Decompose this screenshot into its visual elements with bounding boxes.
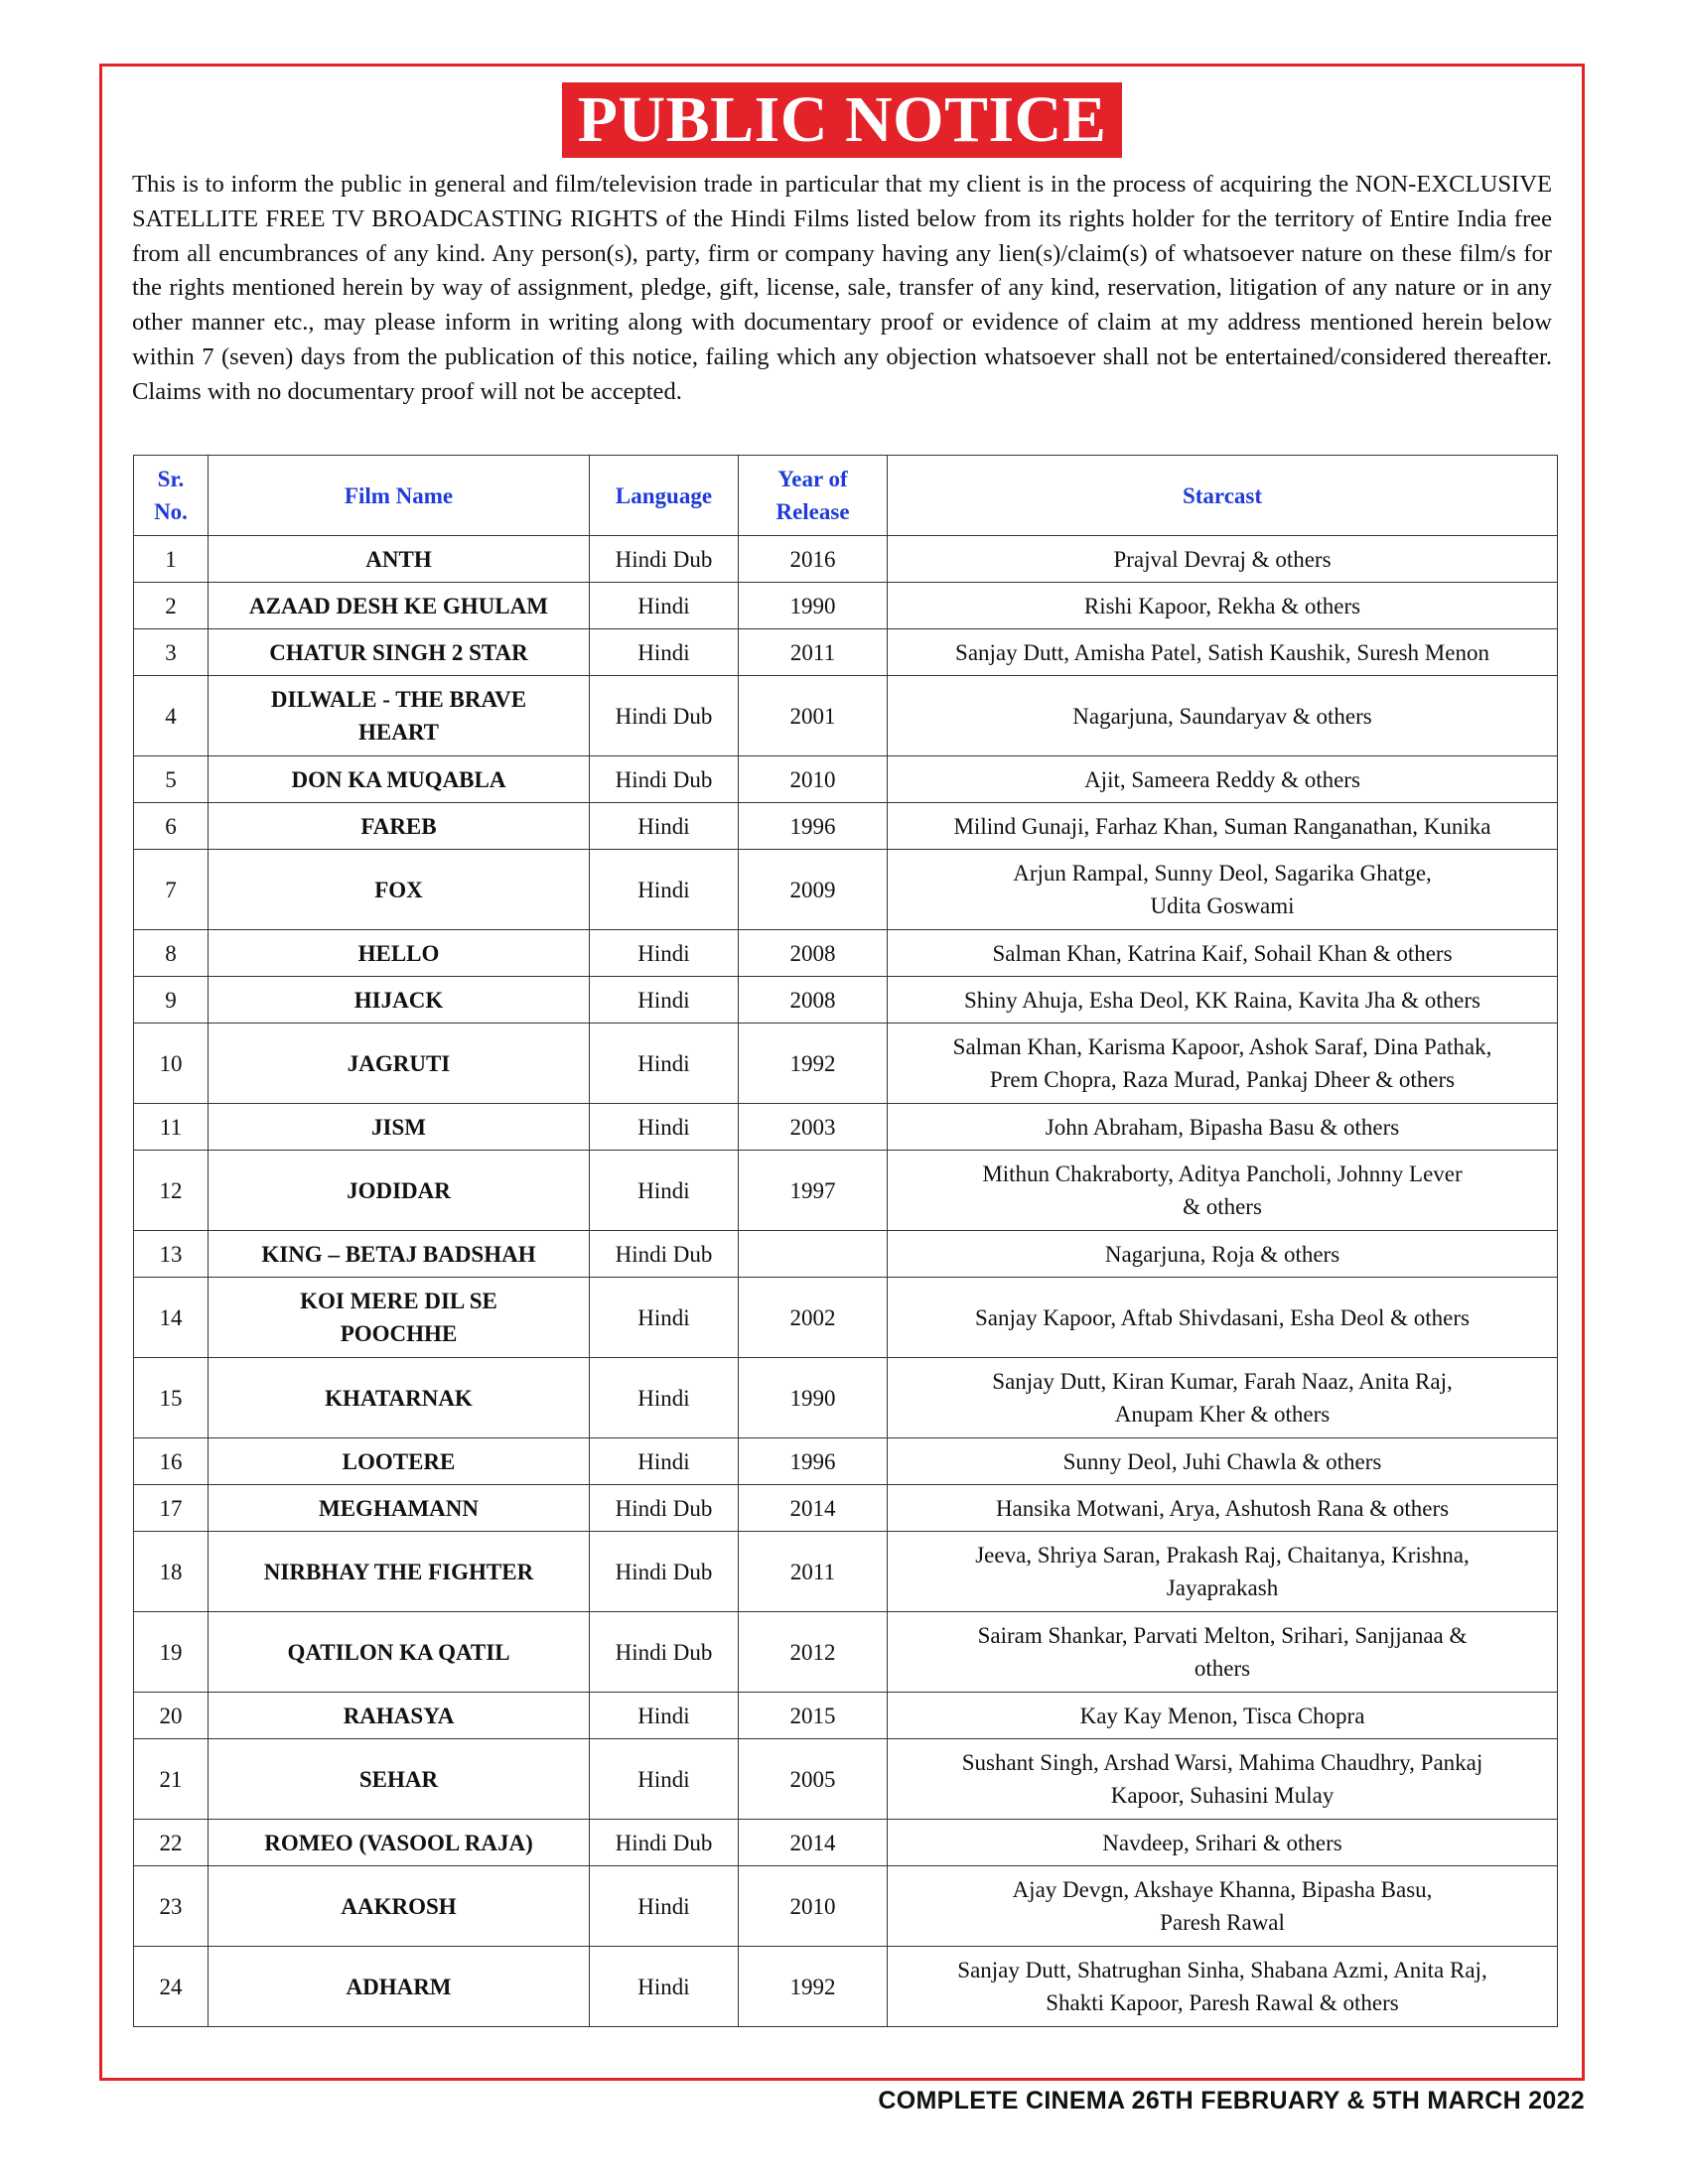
cell-language: Hindi — [590, 977, 739, 1024]
table-row — [134, 1866, 1558, 1947]
film-name-line: AZAAD DESH KE GHULAM — [249, 593, 548, 618]
cell-film-name — [209, 803, 590, 850]
table-row — [134, 583, 1558, 629]
starcast-line: Jayaprakash — [1166, 1575, 1279, 1600]
cell-year: 2016 — [739, 536, 888, 583]
cell-sr-no: 16 — [134, 1438, 209, 1485]
cell-year: 1990 — [739, 583, 888, 629]
cell-language: Hindi — [590, 850, 739, 930]
table-row — [134, 1151, 1558, 1231]
cell-starcast — [888, 1278, 1558, 1358]
films-table — [133, 455, 1558, 2027]
cell-year: 2014 — [739, 1820, 888, 1866]
starcast-line: John Abraham, Bipasha Basu & others — [1045, 1114, 1400, 1140]
starcast-line: Sanjay Dutt, Amisha Patel, Satish Kaushik, Suresh Menon — [955, 639, 1489, 665]
cell-language: Hindi Dub — [590, 676, 739, 756]
cell-year: 2005 — [739, 1739, 888, 1820]
starcast-line: Navdeep, Srihari & others — [1102, 1830, 1342, 1855]
film-name-line: CHATUR SINGH 2 STAR — [269, 639, 528, 665]
film-name-line: DILWALE - THE BRAVE — [270, 687, 527, 712]
film-name-line: ADHARM — [346, 1974, 452, 1999]
starcast-line: Jeeva, Shriya Saran, Prakash Raj, Chaitanya, Krishna, — [975, 1543, 1470, 1568]
cell-sr-no: 23 — [134, 1866, 209, 1947]
film-name-line: ROMEO (VASOOL RAJA) — [264, 1830, 533, 1855]
starcast-line: Prajval Devraj & others — [1113, 546, 1332, 572]
cell-sr-no: 6 — [134, 803, 209, 850]
cell-sr-no: 7 — [134, 850, 209, 930]
cell-film-name — [209, 1866, 590, 1947]
cell-language: Hindi — [590, 1024, 739, 1104]
cell-film-name — [209, 1104, 590, 1151]
cell-starcast — [888, 1151, 1558, 1231]
cell-film-name — [209, 977, 590, 1024]
film-name-line: KING – BETAJ BADSHAH — [261, 1241, 536, 1267]
cell-year: 2011 — [739, 629, 888, 676]
starcast-line: Prem Chopra, Raza Murad, Pankaj Dheer & others — [989, 1067, 1456, 1092]
table-row — [134, 1693, 1558, 1739]
cell-language: Hindi Dub — [590, 1485, 739, 1532]
starcast-line: Shiny Ahuja, Esha Deol, KK Raina, Kavita Jha & others — [964, 987, 1480, 1013]
cell-language: Hindi — [590, 1438, 739, 1485]
cell-sr-no: 24 — [134, 1947, 209, 2027]
table-row — [134, 536, 1558, 583]
cell-film-name — [209, 1820, 590, 1866]
cell-language: Hindi Dub — [590, 1532, 739, 1612]
cell-sr-no: 1 — [134, 536, 209, 583]
cell-film-name — [209, 676, 590, 756]
cell-language: Hindi Dub — [590, 536, 739, 583]
table-row — [134, 977, 1558, 1024]
cell-film-name — [209, 583, 590, 629]
cell-film-name — [209, 629, 590, 676]
cell-year: 1996 — [739, 803, 888, 850]
cell-language: Hindi — [590, 930, 739, 977]
cell-language: Hindi — [590, 583, 739, 629]
cell-sr-no: 22 — [134, 1820, 209, 1866]
cell-language: Hindi — [590, 1866, 739, 1947]
starcast-line: Sanjay Dutt, Shatrughan Sinha, Shabana Azmi, Anita Raj, — [957, 1958, 1487, 1982]
cell-year: 2015 — [739, 1693, 888, 1739]
table-row — [134, 850, 1558, 930]
table-row — [134, 676, 1558, 756]
starcast-line: Ajit, Sameera Reddy & others — [1084, 766, 1360, 792]
cell-starcast — [888, 1820, 1558, 1866]
cell-language: Hindi Dub — [590, 756, 739, 803]
cell-language: Hindi — [590, 1693, 739, 1739]
film-name-line: HIJACK — [353, 987, 444, 1013]
starcast-line: Nagarjuna, Roja & others — [1104, 1241, 1340, 1267]
cell-starcast — [888, 1947, 1558, 2027]
cell-language: Hindi — [590, 1358, 739, 1438]
publication-footer: COMPLETE CINEMA 26TH FEBRUARY & 5TH MARCH 2022 — [878, 2087, 1585, 2115]
starcast-line: Sunny Deol, Juhi Chawla & others — [1062, 1448, 1382, 1474]
cell-year: 2001 — [739, 676, 888, 756]
starcast-line: Rishi Kapoor, Rekha & others — [1083, 593, 1361, 618]
starcast-line: Ajay Devgn, Akshaye Khanna, Bipasha Basu, — [1012, 1877, 1433, 1902]
starcast-line: Sanjay Dutt, Kiran Kumar, Farah Naaz, Anita Raj, — [992, 1369, 1453, 1394]
cell-starcast — [888, 1438, 1558, 1485]
cell-starcast — [888, 756, 1558, 803]
starcast-line: Arjun Rampal, Sunny Deol, Sagarika Ghatge, — [1013, 861, 1432, 886]
cell-year: 1990 — [739, 1358, 888, 1438]
cell-starcast — [888, 536, 1558, 583]
starcast-line: others — [1194, 1656, 1251, 1681]
cell-starcast — [888, 676, 1558, 756]
starcast-line: Sushant Singh, Arshad Warsi, Mahima Chaudhry, Pankaj — [961, 1750, 1483, 1775]
cell-sr-no: 21 — [134, 1739, 209, 1820]
table-row — [134, 756, 1558, 803]
table-row — [134, 1820, 1558, 1866]
cell-starcast — [888, 1231, 1558, 1278]
table-row — [134, 1612, 1558, 1693]
cell-year: 2008 — [739, 977, 888, 1024]
cell-starcast — [888, 1358, 1558, 1438]
cell-year: 2014 — [739, 1485, 888, 1532]
starcast-line: Hansika Motwani, Arya, Ashutosh Rana & others — [995, 1495, 1450, 1521]
header-year-line1: Year of — [777, 467, 848, 491]
cell-film-name — [209, 1612, 590, 1693]
cell-year: 2012 — [739, 1612, 888, 1693]
table-row — [134, 1739, 1558, 1820]
film-name-line: JODIDAR — [347, 1177, 451, 1203]
film-name-line: SEHAR — [358, 1766, 439, 1792]
cell-sr-no: 12 — [134, 1151, 209, 1231]
cell-sr-no: 18 — [134, 1532, 209, 1612]
cell-language: Hindi — [590, 803, 739, 850]
header-starcast: Starcast — [888, 456, 1558, 536]
starcast-line: & others — [1183, 1194, 1262, 1219]
starcast-line: Paresh Rawal — [1160, 1910, 1285, 1935]
cell-sr-no: 4 — [134, 676, 209, 756]
cell-sr-no: 19 — [134, 1612, 209, 1693]
cell-language: Hindi — [590, 1104, 739, 1151]
film-name-line: JAGRUTI — [347, 1050, 451, 1076]
cell-language: Hindi Dub — [590, 1612, 739, 1693]
cell-starcast — [888, 1024, 1558, 1104]
table-row — [134, 1438, 1558, 1485]
film-name-line: LOOTERE — [342, 1448, 456, 1474]
notice-title: PUBLIC NOTICE — [562, 82, 1123, 158]
starcast-line: Salman Khan, Karisma Kapoor, Ashok Saraf, Dina Pathak, — [952, 1034, 1492, 1059]
table-row — [134, 803, 1558, 850]
cell-sr-no: 9 — [134, 977, 209, 1024]
cell-film-name — [209, 930, 590, 977]
cell-starcast — [888, 803, 1558, 850]
cell-language: Hindi — [590, 1947, 739, 2027]
film-name-line: FOX — [374, 877, 423, 902]
cell-year: 1992 — [739, 1947, 888, 2027]
cell-film-name — [209, 1024, 590, 1104]
film-name-line: MEGHAMANN — [319, 1495, 479, 1521]
notice-frame — [99, 64, 1585, 2081]
cell-starcast — [888, 977, 1558, 1024]
table-row — [134, 629, 1558, 676]
cell-sr-no: 13 — [134, 1231, 209, 1278]
cell-film-name — [209, 1693, 590, 1739]
table-row — [134, 1104, 1558, 1151]
cell-starcast — [888, 583, 1558, 629]
table-row — [134, 1278, 1558, 1358]
cell-year: 2008 — [739, 930, 888, 977]
starcast-line: Anupam Kher & others — [1114, 1402, 1331, 1427]
cell-sr-no: 2 — [134, 583, 209, 629]
film-name-line: FAREB — [360, 813, 437, 839]
table-header-row — [134, 456, 1558, 536]
table-row — [134, 1485, 1558, 1532]
table-row — [134, 1024, 1558, 1104]
cell-film-name — [209, 1438, 590, 1485]
cell-language: Hindi — [590, 629, 739, 676]
cell-starcast — [888, 1693, 1558, 1739]
cell-language: Hindi — [590, 1739, 739, 1820]
starcast-line: Mithun Chakraborty, Aditya Pancholi, Johnny Lever — [982, 1161, 1463, 1186]
starcast-line: Milind Gunaji, Farhaz Khan, Suman Ranganathan, Kunika — [953, 813, 1491, 839]
cell-starcast — [888, 1485, 1558, 1532]
cell-sr-no: 5 — [134, 756, 209, 803]
cell-year: 2003 — [739, 1104, 888, 1151]
table-row — [134, 930, 1558, 977]
header-year-line2: Release — [775, 499, 850, 524]
cell-year — [739, 1231, 888, 1278]
table-row — [134, 1231, 1558, 1278]
table-row — [134, 1947, 1558, 2027]
cell-sr-no: 20 — [134, 1693, 209, 1739]
cell-year: 2010 — [739, 1866, 888, 1947]
cell-sr-no: 15 — [134, 1358, 209, 1438]
cell-sr-no: 11 — [134, 1104, 209, 1151]
film-name-line: ANTH — [365, 546, 432, 572]
cell-film-name — [209, 1485, 590, 1532]
starcast-line: Sairam Shankar, Parvati Melton, Srihari, Sanjjanaa & — [977, 1623, 1468, 1648]
cell-year: 1997 — [739, 1151, 888, 1231]
header-film-name: Film Name — [209, 456, 590, 536]
cell-starcast — [888, 629, 1558, 676]
film-name-line: JISM — [371, 1114, 426, 1140]
film-name-line: AAKROSH — [341, 1893, 457, 1919]
cell-language: Hindi Dub — [590, 1231, 739, 1278]
cell-year: 1992 — [739, 1024, 888, 1104]
cell-language: Hindi Dub — [590, 1820, 739, 1866]
header-sr-line1: Sr. — [157, 467, 185, 491]
cell-year: 2002 — [739, 1278, 888, 1358]
film-name-line: KHATARNAK — [325, 1385, 473, 1411]
header-year — [739, 456, 888, 536]
starcast-line: Sanjay Kapoor, Aftab Shivdasani, Esha Deol & others — [975, 1304, 1470, 1330]
films-table-body — [134, 536, 1558, 2027]
starcast-line: Udita Goswami — [1150, 893, 1295, 918]
cell-sr-no: 3 — [134, 629, 209, 676]
cell-film-name — [209, 536, 590, 583]
table-row — [134, 1532, 1558, 1612]
film-name-line: HEART — [358, 720, 439, 745]
cell-film-name — [209, 1532, 590, 1612]
starcast-line: Kapoor, Suhasini Mulay — [1110, 1783, 1335, 1808]
cell-film-name — [209, 1358, 590, 1438]
cell-language: Hindi — [590, 1151, 739, 1231]
cell-film-name — [209, 1231, 590, 1278]
cell-starcast — [888, 1866, 1558, 1947]
header-sr-line2: No. — [154, 499, 188, 524]
cell-film-name — [209, 1278, 590, 1358]
film-name-line: KOI MERE DIL SE — [300, 1289, 497, 1313]
cell-starcast — [888, 1739, 1558, 1820]
film-name-line: HELLO — [357, 940, 440, 966]
starcast-line: Salman Khan, Katrina Kaif, Sohail Khan & others — [992, 940, 1453, 966]
cell-starcast — [888, 1104, 1558, 1151]
film-name-line: RAHASYA — [343, 1703, 455, 1728]
cell-film-name — [209, 1739, 590, 1820]
notice-body: This is to inform the public in general and film/television trade in particular that my client is in the process of acquiring the NON-EXCLUSIVE SATELLITE FREE TV BROADCASTING RIGHTS of the Hindi Films listed below from its rights holder for the territory of Entire India free from all encumbrances of any kind. Any person(s), party, firm or company having any lien(s)/claim(s) of whatsoever nature on these film/s for the rights mentioned herein by way of assignment, pledge, gift, license, sale, transfer of any kind, reservation, litigation of any nature or in any other manner etc., may please inform in writing along with documentary proof or evidence of claim at my address mentioned herein below within 7 (seven) days from the publication of this notice, failing which any objection whatsoever shall not be entertained/considered thereafter. Claims with no documentary proof will not be accepted. — [132, 171, 1552, 405]
cell-film-name — [209, 1151, 590, 1231]
film-name-line: NIRBHAY THE FIGHTER — [263, 1559, 534, 1584]
starcast-line: Nagarjuna, Saundaryav & others — [1072, 703, 1372, 729]
film-name-line: POOCHHE — [340, 1321, 458, 1346]
film-name-line: DON KA MUQABLA — [291, 766, 506, 792]
cell-year: 2011 — [739, 1532, 888, 1612]
title-wrap — [102, 82, 1582, 158]
cell-sr-no: 8 — [134, 930, 209, 977]
cell-film-name — [209, 1947, 590, 2027]
cell-starcast — [888, 1532, 1558, 1612]
starcast-line: Shakti Kapoor, Paresh Rawal & others — [1046, 1990, 1399, 2015]
cell-year: 2010 — [739, 756, 888, 803]
starcast-line: Kay Kay Menon, Tisca Chopra — [1079, 1703, 1365, 1728]
cell-starcast — [888, 850, 1558, 930]
table-row — [134, 1358, 1558, 1438]
cell-year: 2009 — [739, 850, 888, 930]
header-sr-no — [134, 456, 209, 536]
cell-language: Hindi — [590, 1278, 739, 1358]
cell-sr-no: 14 — [134, 1278, 209, 1358]
cell-sr-no: 10 — [134, 1024, 209, 1104]
film-name-line: QATILON KA QATIL — [287, 1639, 510, 1665]
cell-year: 1996 — [739, 1438, 888, 1485]
cell-starcast — [888, 930, 1558, 977]
header-language: Language — [590, 456, 739, 536]
cell-sr-no: 17 — [134, 1485, 209, 1532]
cell-starcast — [888, 1612, 1558, 1693]
cell-film-name — [209, 850, 590, 930]
cell-film-name — [209, 756, 590, 803]
